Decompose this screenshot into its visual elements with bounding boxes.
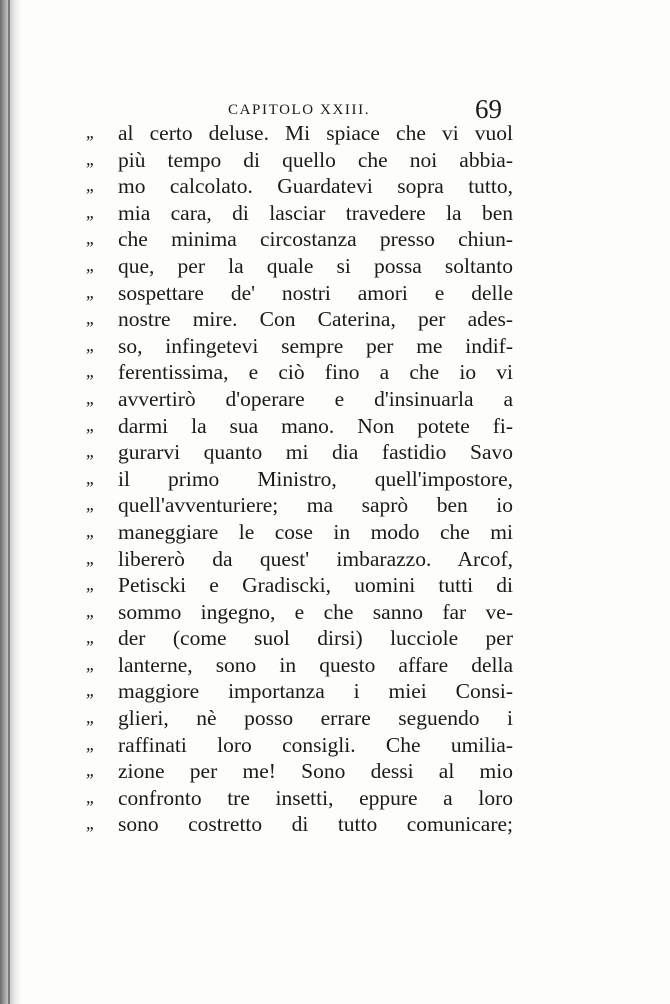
quotation-mark: ,,: [86, 201, 93, 222]
text-line: [86, 466, 526, 493]
text-line: [86, 572, 526, 599]
line-text: che minima circostanza presso chiun-: [118, 227, 513, 252]
chapter-title: CAPITOLO XXIII.: [228, 102, 371, 118]
quotation-mark: ,,: [86, 334, 93, 355]
line-text: ferentissima, e ciò fino a che io vi: [118, 360, 513, 385]
text-line: [86, 758, 526, 785]
text-line: [86, 120, 526, 147]
quotation-mark: ,,: [86, 467, 93, 488]
line-text: lanterne, sono in questo affare della: [118, 652, 513, 677]
line-text: mia cara, di lasciar travedere la ben: [118, 200, 513, 225]
text-line: [86, 439, 526, 466]
text-line: [86, 386, 526, 413]
page-number: 69: [475, 94, 502, 124]
text-line: [86, 785, 526, 812]
text-line: [86, 200, 526, 227]
text-line: [86, 147, 526, 174]
line-text: avvertirò d'operare e d'insinuarla a: [118, 386, 513, 411]
text-line: [86, 678, 526, 705]
page-spine-shadow: [0, 0, 22, 1004]
text-line: [86, 732, 526, 759]
text-line: [86, 359, 526, 386]
line-text: nostre mire. Con Caterina, per ades-: [118, 307, 513, 332]
text-line: [86, 173, 526, 200]
quotation-mark: ,,: [86, 813, 93, 834]
line-text: confronto tre insetti, eppure a loro: [118, 785, 513, 810]
line-text: maneggiare le cose in modo che mi: [118, 519, 513, 544]
quotation-mark: ,,: [86, 760, 93, 781]
line-text: sospettare de' nostri amori e delle: [118, 280, 513, 305]
line-text: libererò da quest' imbarazzo. Arcof,: [118, 546, 513, 571]
text-line: [86, 306, 526, 333]
quotation-mark: ,,: [86, 707, 93, 728]
text-line: [86, 333, 526, 360]
quotation-mark: ,,: [86, 600, 93, 621]
text-line: [86, 599, 526, 626]
text-line: [86, 280, 526, 307]
quotation-mark: ,,: [86, 361, 93, 382]
line-text: zione per me! Sono dessi al mio: [118, 759, 513, 784]
text-line: [86, 226, 526, 253]
quotation-mark: ,,: [86, 627, 93, 648]
line-text: Petiscki e Gradiscki, uomini tutti di: [118, 573, 513, 598]
quotation-mark: ,,: [86, 786, 93, 807]
text-line: [86, 705, 526, 732]
text-line: [86, 652, 526, 679]
quotation-mark: ,,: [86, 148, 93, 169]
quotation-mark: ,,: [86, 175, 93, 196]
text-line: [86, 625, 526, 652]
line-text: maggiore importanza i miei Consi-: [118, 679, 513, 704]
line-text: que, per la quale si possa soltanto: [118, 253, 513, 278]
line-text: più tempo di quello che noi abbia-: [118, 147, 513, 172]
line-text: sono costretto di tutto comunicare;: [118, 812, 513, 837]
quotation-mark: ,,: [86, 254, 93, 275]
quotation-mark: ,,: [86, 441, 93, 462]
quotation-mark: ,,: [86, 228, 93, 249]
quotation-mark: ,,: [86, 733, 93, 754]
text-line: [86, 413, 526, 440]
quotation-mark: ,,: [86, 122, 93, 142]
line-text: mo calcolato. Guardatevi sopra tutto,: [118, 174, 513, 199]
line-text: der (come suol dirsi) lucciole per: [118, 626, 513, 651]
text-line: [86, 811, 526, 838]
quotation-mark: ,,: [86, 308, 93, 329]
page-spine-edge: [8, 0, 10, 1004]
line-text: so, infingetevi sempre per me indif-: [118, 333, 513, 358]
quotation-mark: ,,: [86, 653, 93, 674]
quotation-mark: ,,: [86, 387, 93, 408]
quotation-mark: ,,: [86, 547, 93, 568]
line-text: gurarvi quanto mi dia fastidio Savo: [118, 440, 513, 465]
text-line: [86, 253, 526, 280]
quotation-mark: ,,: [86, 680, 93, 701]
line-text: raffinati loro consigli. Che umilia-: [118, 732, 513, 757]
line-text: darmi la sua mano. Non potete fi-: [118, 413, 513, 438]
text-line: [86, 546, 526, 573]
quotation-mark: ,,: [86, 281, 93, 302]
line-text: al certo deluse. Mi spiace che vi vuol: [118, 121, 513, 145]
text-line: [86, 492, 526, 519]
quotation-mark: ,,: [86, 574, 93, 595]
line-text: glieri, nè posso errare seguendo i: [118, 706, 513, 731]
line-text: sommo ingegno, e che sanno far ve-: [118, 599, 513, 624]
quotation-mark: ,,: [86, 494, 93, 515]
quotation-mark: ,,: [86, 414, 93, 435]
line-text: il primo Ministro, quell'impostore,: [118, 466, 513, 491]
text-line: [86, 519, 526, 546]
quotation-mark: ,,: [86, 520, 93, 541]
line-text: quell'avventuriere; ma saprò ben io: [118, 493, 513, 518]
body-text: [86, 120, 526, 838]
